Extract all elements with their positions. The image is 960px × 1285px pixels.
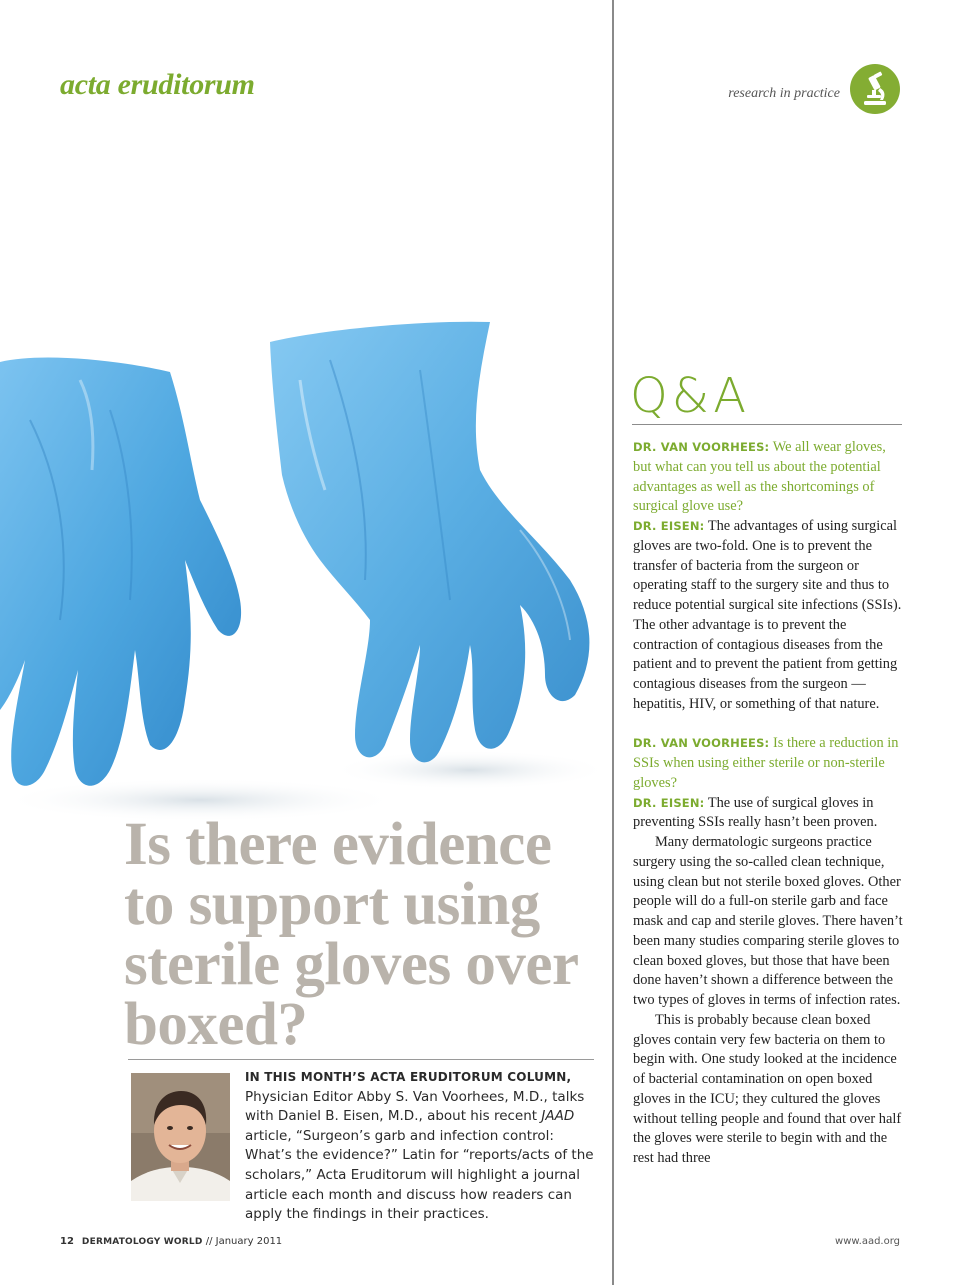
answer-speaker: DR. EISEN: <box>633 795 705 810</box>
qa-body <box>633 438 905 1169</box>
question-speaker: DR. VAN VOORHEES: <box>633 440 770 454</box>
answer-text: The use of surgical gloves in preventing SSIs really hasn’t been proven. <box>633 794 878 831</box>
question <box>633 734 905 793</box>
answer <box>633 794 905 834</box>
footer-folio <box>60 1236 282 1247</box>
intro-paragraph <box>245 1068 600 1225</box>
page-number: 12 <box>60 1236 74 1247</box>
intro-text: Physician Editor Abby S. Van Voorhees, M.D., talks with Daniel B. Eisen, M.D., about his recent <box>245 1088 585 1125</box>
intro-lead: IN THIS MONTH’S ACTA ERUDITORUM COLUMN, <box>245 1070 572 1084</box>
headline-rule <box>128 1059 594 1060</box>
issue-date: January 2011 <box>215 1236 283 1247</box>
footer-url[interactable]: www.aad.org <box>835 1236 900 1247</box>
question-text: Is there a reduction in SSIs when using either sterile or non-sterile gloves? <box>633 735 899 791</box>
answer <box>633 517 905 715</box>
answer-text: The advantages of using surgical gloves are two-fold. One is to prevent the transfer of bacteria from the surgeon or operating staff to the surgery site and thus to reduce potential surgical site infections (SSIs). The other advantage is to prevent the contraction of contagious diseases from the patient and to prevent the patient from getting contagious diseases from the surgeon — hepatitis, HIV, or something of that nature. <box>633 518 902 712</box>
qa-title: Q&A <box>630 368 751 424</box>
qa-rule <box>632 424 902 425</box>
article-headline: Is there evidence to support using sterile gloves over boxed? <box>124 811 578 1058</box>
paragraph-gap <box>633 715 905 735</box>
section-title: acta eruditorum <box>60 68 255 101</box>
journal-name: JAAD <box>541 1108 575 1125</box>
blue-gloves-photo <box>0 300 612 840</box>
footer-separator: // <box>202 1236 216 1247</box>
question-text: We all wear gloves, but what can you tell us about the potential advantages as well as the shortcomings of surgical glove use? <box>633 439 886 515</box>
research-in-practice-label: research in practice <box>728 86 840 101</box>
answer-speaker: DR. EISEN: <box>633 519 705 533</box>
magazine-name: DERMATOLOGY WORLD <box>81 1237 203 1247</box>
answer-paragraph: Many dermatologic surgeons practice surgery using the so-called clean technique, using clean but not sterile boxed gloves. Other people will do a full-on sterile garb and face mask and cap and sterile gloves. There haven’t been many studies comparing sterile gloves to clean boxed gloves, but those that have been done haven’t shown a difference between the two types of gloves in terms of infection rates. <box>633 834 903 1008</box>
author-photo <box>131 1073 230 1201</box>
question-speaker: DR. VAN VOORHEES: <box>633 736 770 751</box>
microscope-icon <box>850 64 900 114</box>
answer-paragraph: This is probably because clean boxed gloves contain very few bacteria on them to begin with. One study looked at the incidence of bacterial contamination on open boxed gloves in the ICU; they cultured the gloves without telling people and found that over half the gloves were sterile to begin with and the rest had three <box>633 1011 902 1166</box>
intro-text-continued: article, “Surgeon’s garb and infection control: What’s the evidence?” Latin for “reports/acts of the scholars,” Acta Eruditorum will highlight a journal article each month and discuss how readers can apply the findings in their practices. <box>245 1127 594 1223</box>
column-divider <box>612 0 614 1285</box>
question <box>633 438 905 517</box>
